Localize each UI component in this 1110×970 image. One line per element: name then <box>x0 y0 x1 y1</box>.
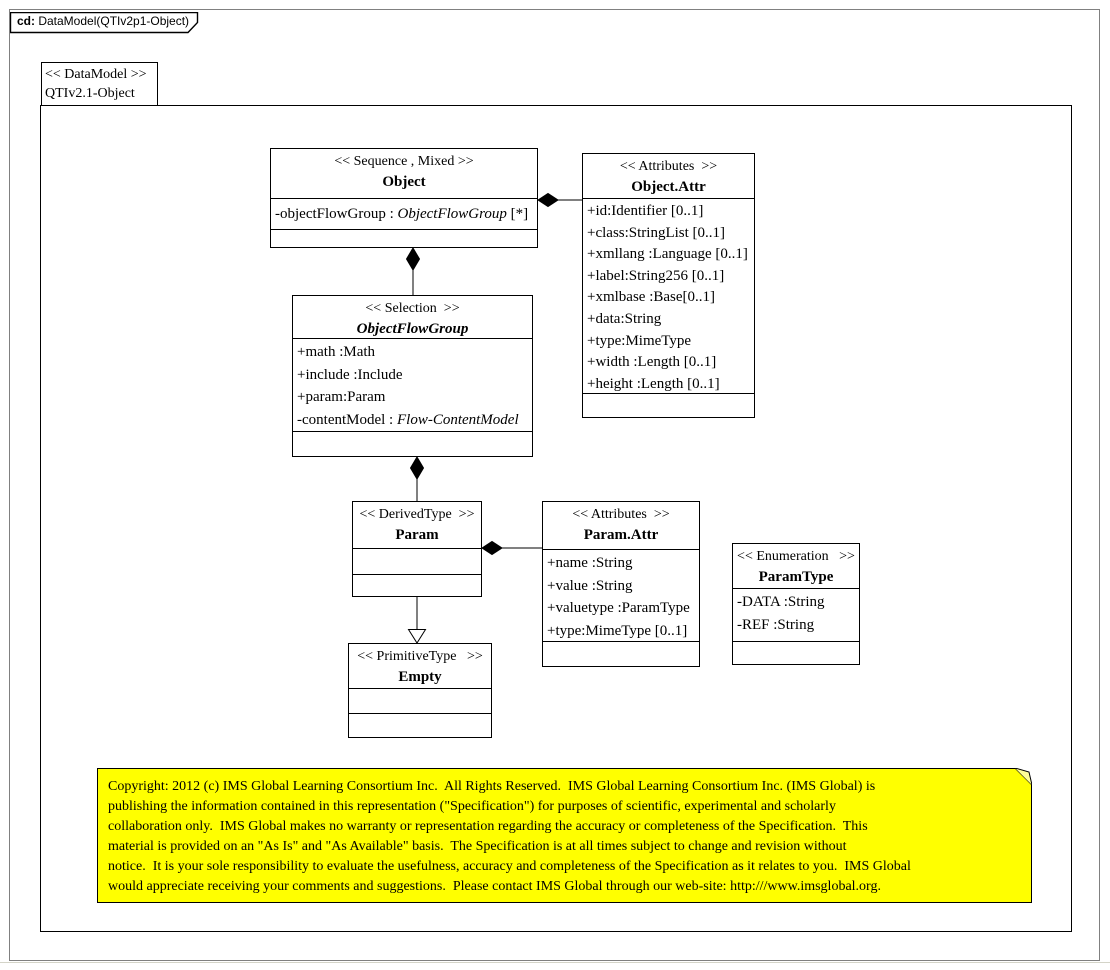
class-object-attributes <box>271 198 537 229</box>
class-object-attr-stereotype: << Attributes >> <box>619 159 718 174</box>
class-object-flow-group-stereotype: << Selection >> <box>365 301 460 316</box>
class-object-flow-group-operations <box>293 431 532 456</box>
attribute-line: -contentModel : Flow-ContentModel <box>297 412 519 429</box>
copyright-line: publishing the information contained in this representation ("Specification") for purposes of scientific, experimental and scholarly <box>108 799 836 814</box>
copyright-line: Copyright: 2012 (c) IMS Global Learning Consortium Inc. All Rights Reserved. IMS Global Learning Consortium Inc. (IMS Global) is <box>108 779 876 794</box>
class-param-attr-stereotype: << Attributes >> <box>572 507 670 522</box>
class-param-attr-name: Param.Attr <box>583 527 659 543</box>
class-param-type-operations <box>733 641 859 664</box>
class-param-name: Param <box>395 527 439 543</box>
attribute-line: +data:String <box>587 310 662 327</box>
attribute-line: +xmllang :Language [0..1] <box>587 246 748 263</box>
class-param-attributes <box>353 548 481 574</box>
class-param[interactable] <box>352 501 482 597</box>
attribute-line: +type:MimeType <box>587 332 692 349</box>
copyright-line: notice. It is your sole responsibility to evaluate the usefulness, accuracy and completeness of the Specification as it relates to you. IMS Global <box>108 859 911 874</box>
class-object-attr-name: Object.Attr <box>631 179 706 195</box>
attribute-line: -objectFlowGroup : ObjectFlowGroup [*] <box>275 206 529 222</box>
class-object-flow-group[interactable] <box>292 295 533 457</box>
attribute-line: +label:String256 [0..1] <box>587 267 725 284</box>
copyright-line: material is provided on an "As Is" and "As Available" basis. The Specification is at all times subject to change and revision without <box>108 839 847 854</box>
attribute-line: +width :Length [0..1] <box>587 354 717 371</box>
attribute-line: +value :String <box>547 577 633 594</box>
class-object-name: Object <box>382 174 426 190</box>
attribute-line: +include :Include <box>297 366 403 383</box>
class-empty-stereotype: << PrimitiveType >> <box>357 649 483 664</box>
class-param-attr[interactable] <box>542 501 700 667</box>
class-object-flow-group-name: ObjectFlowGroup <box>356 321 469 337</box>
copyright-text <box>98 769 1031 897</box>
attribute-line: +xmlbase :Base[0..1] <box>587 289 716 306</box>
class-object-operations <box>271 229 537 247</box>
class-object-flow-group-attributes <box>293 338 532 431</box>
class-empty-operations <box>349 713 491 737</box>
class-param-operations <box>353 574 481 596</box>
class-empty-attributes <box>349 688 491 713</box>
bottom-rule <box>0 962 1110 963</box>
class-param-attr-operations <box>543 641 699 666</box>
class-param-type-attributes <box>733 588 859 641</box>
frame-tab-kind: cd: <box>17 14 35 28</box>
frame-tab-name: DataModel(QTIv2p1-Object) <box>35 14 190 28</box>
attribute-line: +math :Math <box>297 344 376 360</box>
class-param-type[interactable] <box>732 543 860 665</box>
class-empty-name: Empty <box>398 669 442 685</box>
copyright-line: would appreciate receiving your comments and suggestions. Please contact IMS Global through our web-site: http:///www.imsglobal.org. <box>108 879 881 894</box>
frame-tab-title <box>17 14 189 28</box>
attribute-line: -REF :String <box>737 616 815 633</box>
class-object-attr[interactable] <box>582 153 755 418</box>
class-object-attr-attributes <box>583 198 754 393</box>
class-object-attr-operations <box>583 393 754 417</box>
frame-label[interactable] <box>41 62 158 106</box>
attribute-line: +valuetype :ParamType <box>547 600 690 616</box>
frame-label-stereotype: << DataModel >> <box>45 67 147 82</box>
note-fold-corner-icon <box>1015 768 1032 785</box>
attribute-line: +height :Length [0..1] <box>587 375 720 392</box>
class-param-stereotype: << DerivedType >> <box>359 507 475 522</box>
class-param-type-name: ParamType <box>758 569 834 585</box>
attribute-line: +id:Identifier [0..1] <box>587 203 704 219</box>
attribute-line: +param:Param <box>297 389 386 406</box>
copyright-note[interactable] <box>97 768 1032 903</box>
class-param-type-stereotype: << Enumeration >> <box>737 549 855 564</box>
class-object-stereotype: << Sequence , Mixed >> <box>334 154 474 169</box>
attribute-line: +type:MimeType [0..1] <box>547 622 688 639</box>
frame-label-name: QTIv2.1-Object <box>45 86 135 101</box>
attribute-line: +name :String <box>547 555 633 571</box>
attribute-line: +class:StringList [0..1] <box>587 224 726 241</box>
attribute-line: -DATA :String <box>737 594 825 610</box>
copyright-line: collaboration only. IMS Global makes no warranty or representation regarding the accuracy or completeness of the Specification. This <box>108 819 868 834</box>
class-object[interactable] <box>270 148 538 248</box>
class-empty[interactable] <box>348 643 492 738</box>
class-param-attr-attributes <box>543 549 699 641</box>
